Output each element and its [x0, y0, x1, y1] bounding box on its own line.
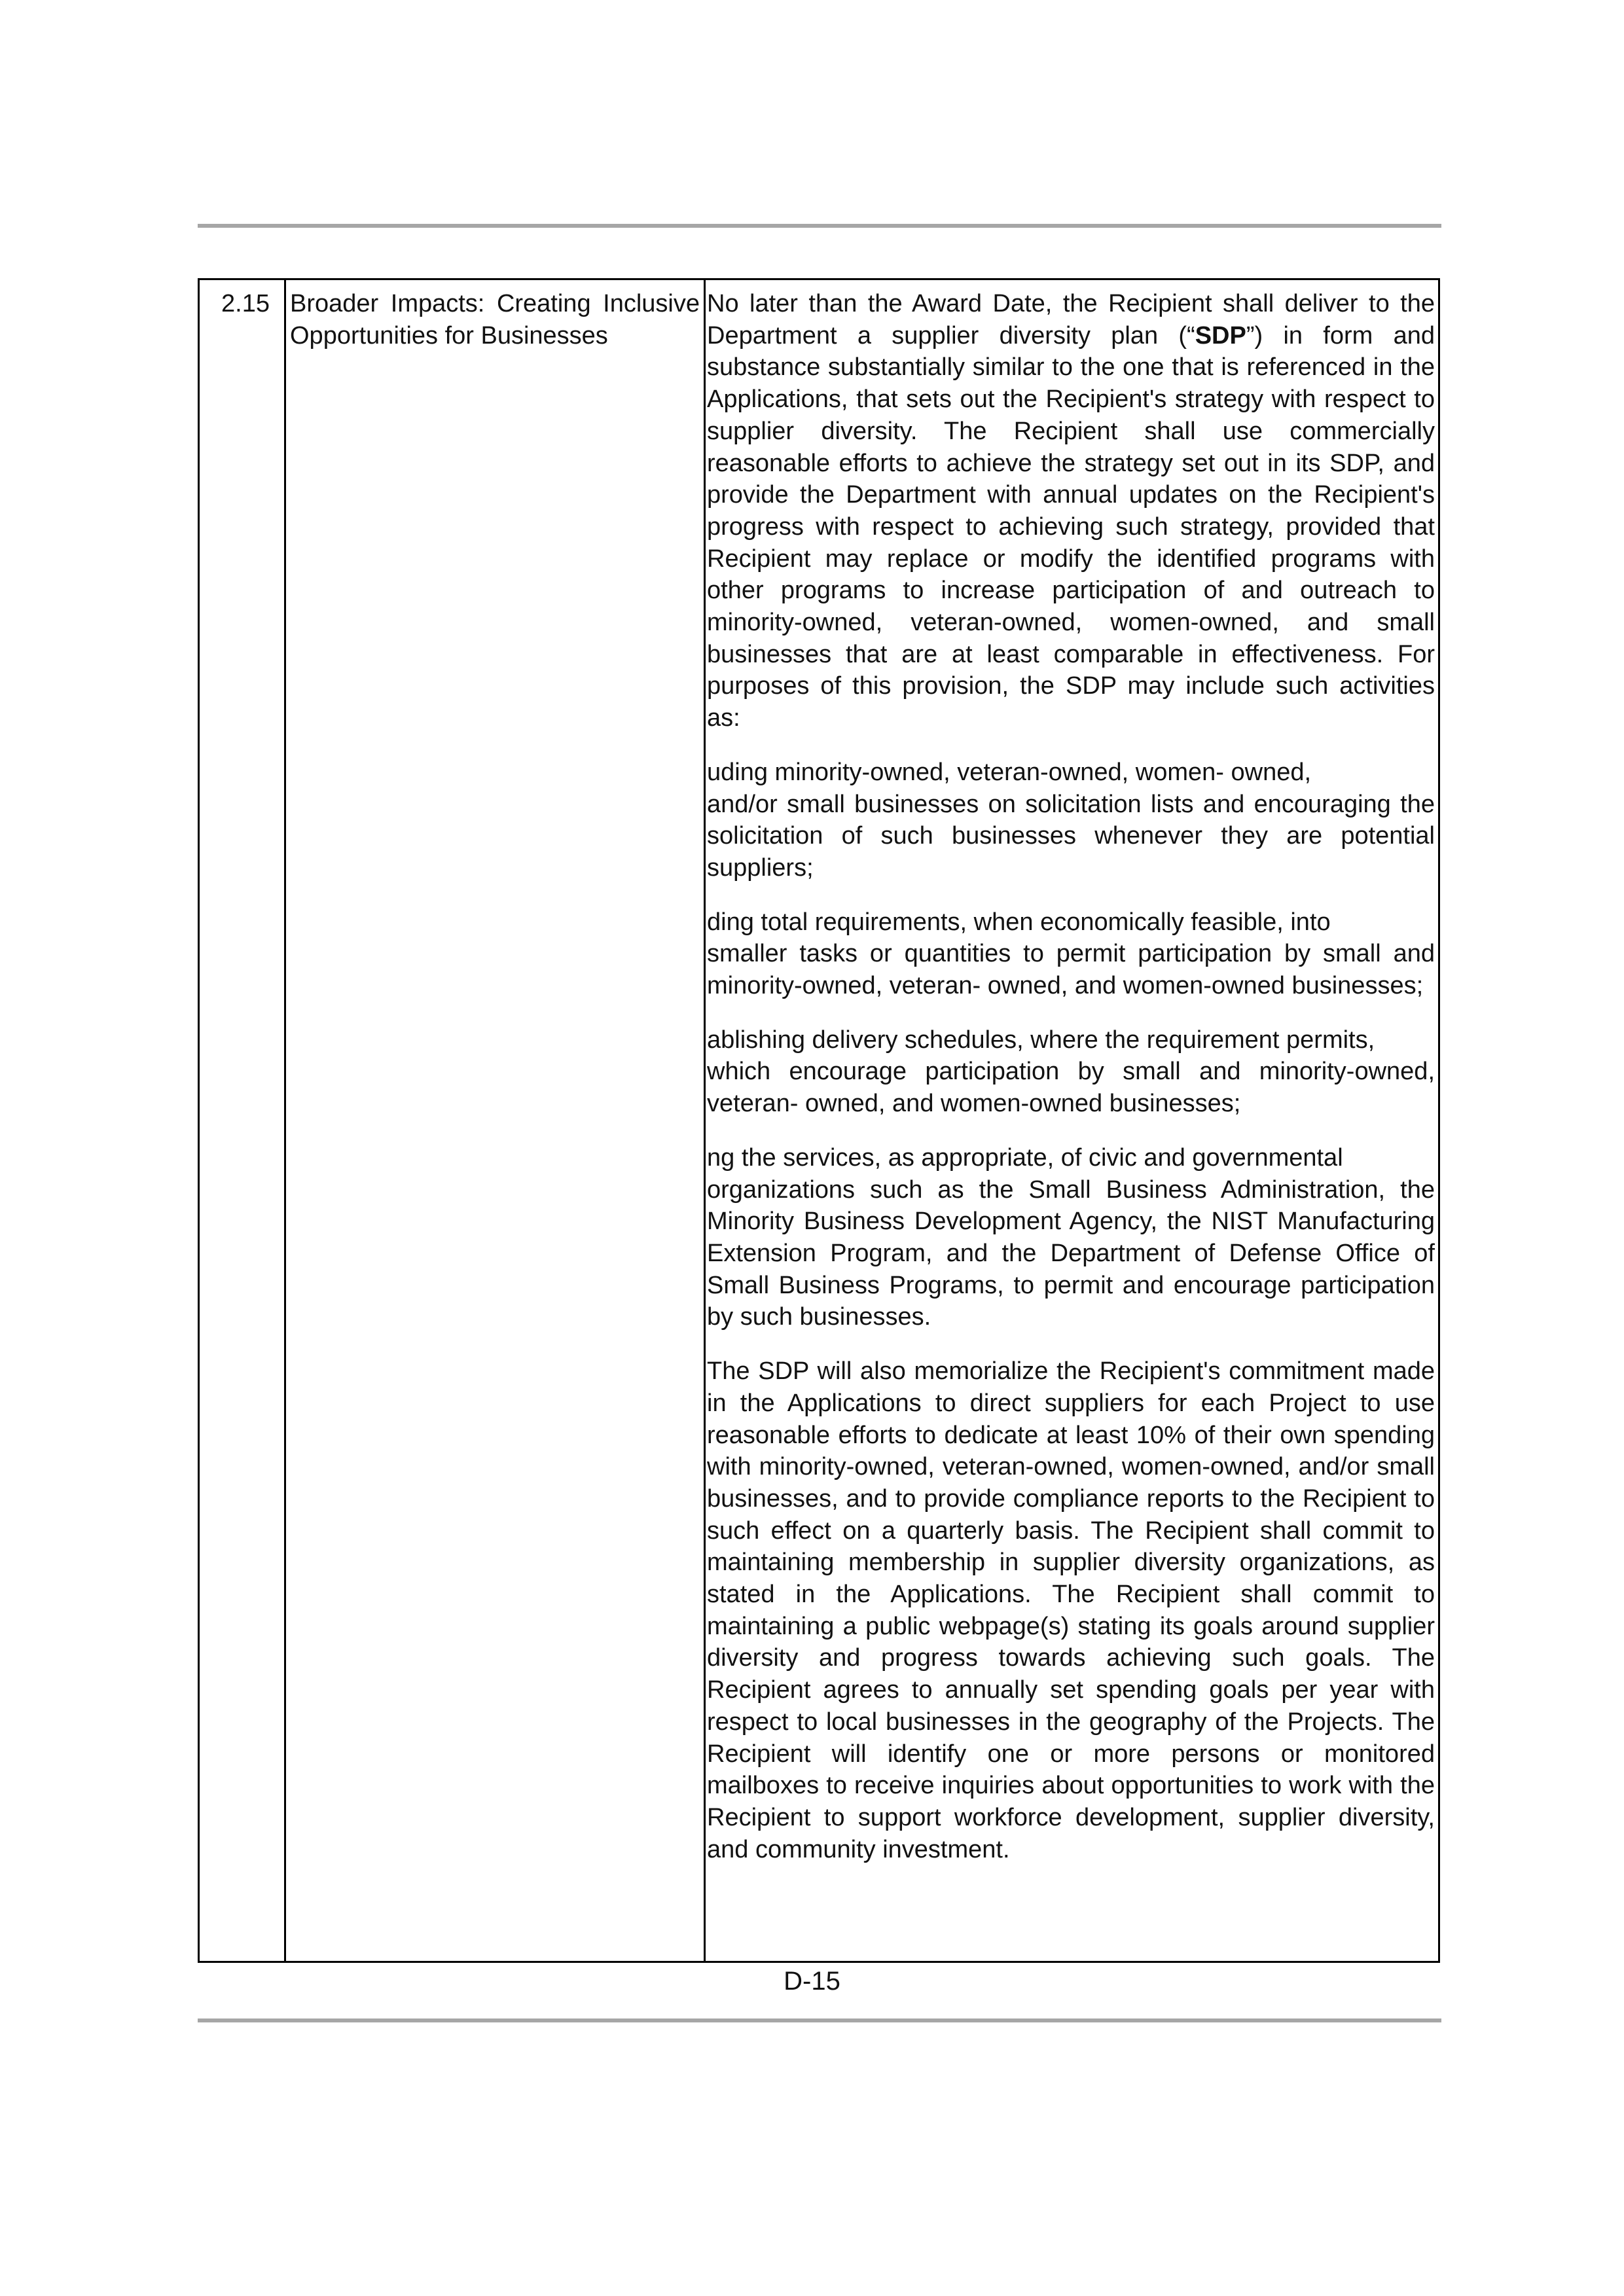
- provision-table: [198, 278, 1440, 1963]
- intro-paragraph: [707, 288, 1435, 734]
- activity-item-text: and/or small businesses on solicitation lists and encouraging the solicitation of such businesses whenever they are potential suppliers;: [707, 790, 1435, 882]
- column-divider: [284, 280, 286, 1961]
- section-title: Broader Impacts: Creating Inclusive Opportunities for Businesses: [290, 290, 700, 350]
- column-divider: [704, 280, 706, 1961]
- activity-item: [707, 1024, 1435, 1120]
- closing-paragraph: The SDP will also memorialize the Recipient's commitment made in the Applications to direct suppliers for each Project to use reasonable efforts to dedicate at least 10% of their own spending with minority-owned, veteran-owned, women-owned, and/or small businesses, and to provide compliance reports to the Recipient to such effect on a quarterly basis. The Recipient shall commit to maintaining membership in supplier diversity organizations, as stated in the Applications. The Recipient shall commit to maintaining a public webpage(s) stating its goals around supplier diversity and progress towards achieving such goals. The Recipient agrees to annually set spending goals per year with respect to local businesses in the geography of the Projects. The Recipient will identify one or more persons or monitored mailboxes to receive inquiries about opportunities to work with the Recipient to support workforce development, supplier diversity, and community investment.: [707, 1357, 1435, 1863]
- activity-item-lead: ding total requirements, when economically feasible, into: [707, 908, 1331, 936]
- section-body: [707, 288, 1435, 1888]
- intro-text: No later than the Award Date, the Recipient shall deliver to the Department a supplier diversity plan (“: [707, 290, 1435, 350]
- activity-item: [707, 906, 1435, 1002]
- section-number: 2.15: [221, 290, 270, 317]
- activity-item: [707, 757, 1435, 884]
- activity-item-lead: uding minority-owned, veteran-owned, women- owned,: [707, 758, 1312, 786]
- header-rule: [198, 224, 1441, 228]
- intro-text-continued: ”) in form and substance substantially similar to the one that is referenced in the Applications, that sets out the Recipient's strategy with respect to supplier diversity. The Recipient shall use commercially reasonable efforts to achieve the strategy set out in its SDP, and provide the Department with annual updates on the Recipient's progress with respect to achieving such strategy, provided that Recipient may replace or modify the identified programs with other programs to increase participation of and outreach to minority-owned, veteran-owned, women-owned, and small businesses that are at least comparable in effectiveness. For purposes of this provision, the SDP may include such activities as:: [707, 321, 1435, 732]
- activity-item-text: organizations such as the Small Business Administration, the Minority Business Development Agency, the NIST Manufacturing Extension Program, and the Department of Defense Office of Small Business Programs, to permit and encourage participation by such businesses.: [707, 1175, 1435, 1331]
- activity-item-text: which encourage participation by small and minority-owned, veteran- owned, and women-owned businesses;: [707, 1058, 1435, 1118]
- sdp-term: SDP: [1195, 321, 1246, 350]
- activity-item: [707, 1142, 1435, 1333]
- activity-item-lead: ablishing delivery schedules, where the requirement permits,: [707, 1026, 1375, 1054]
- activity-item-text: smaller tasks or quantities to permit participation by small and minority-owned, veteran- owned, and women-owned businesses;: [707, 940, 1435, 1000]
- page-number: D-15: [784, 1967, 840, 1996]
- footer-rule: [198, 2018, 1441, 2022]
- activity-item-lead: ng the services, as appropriate, of civic and governmental: [707, 1143, 1343, 1172]
